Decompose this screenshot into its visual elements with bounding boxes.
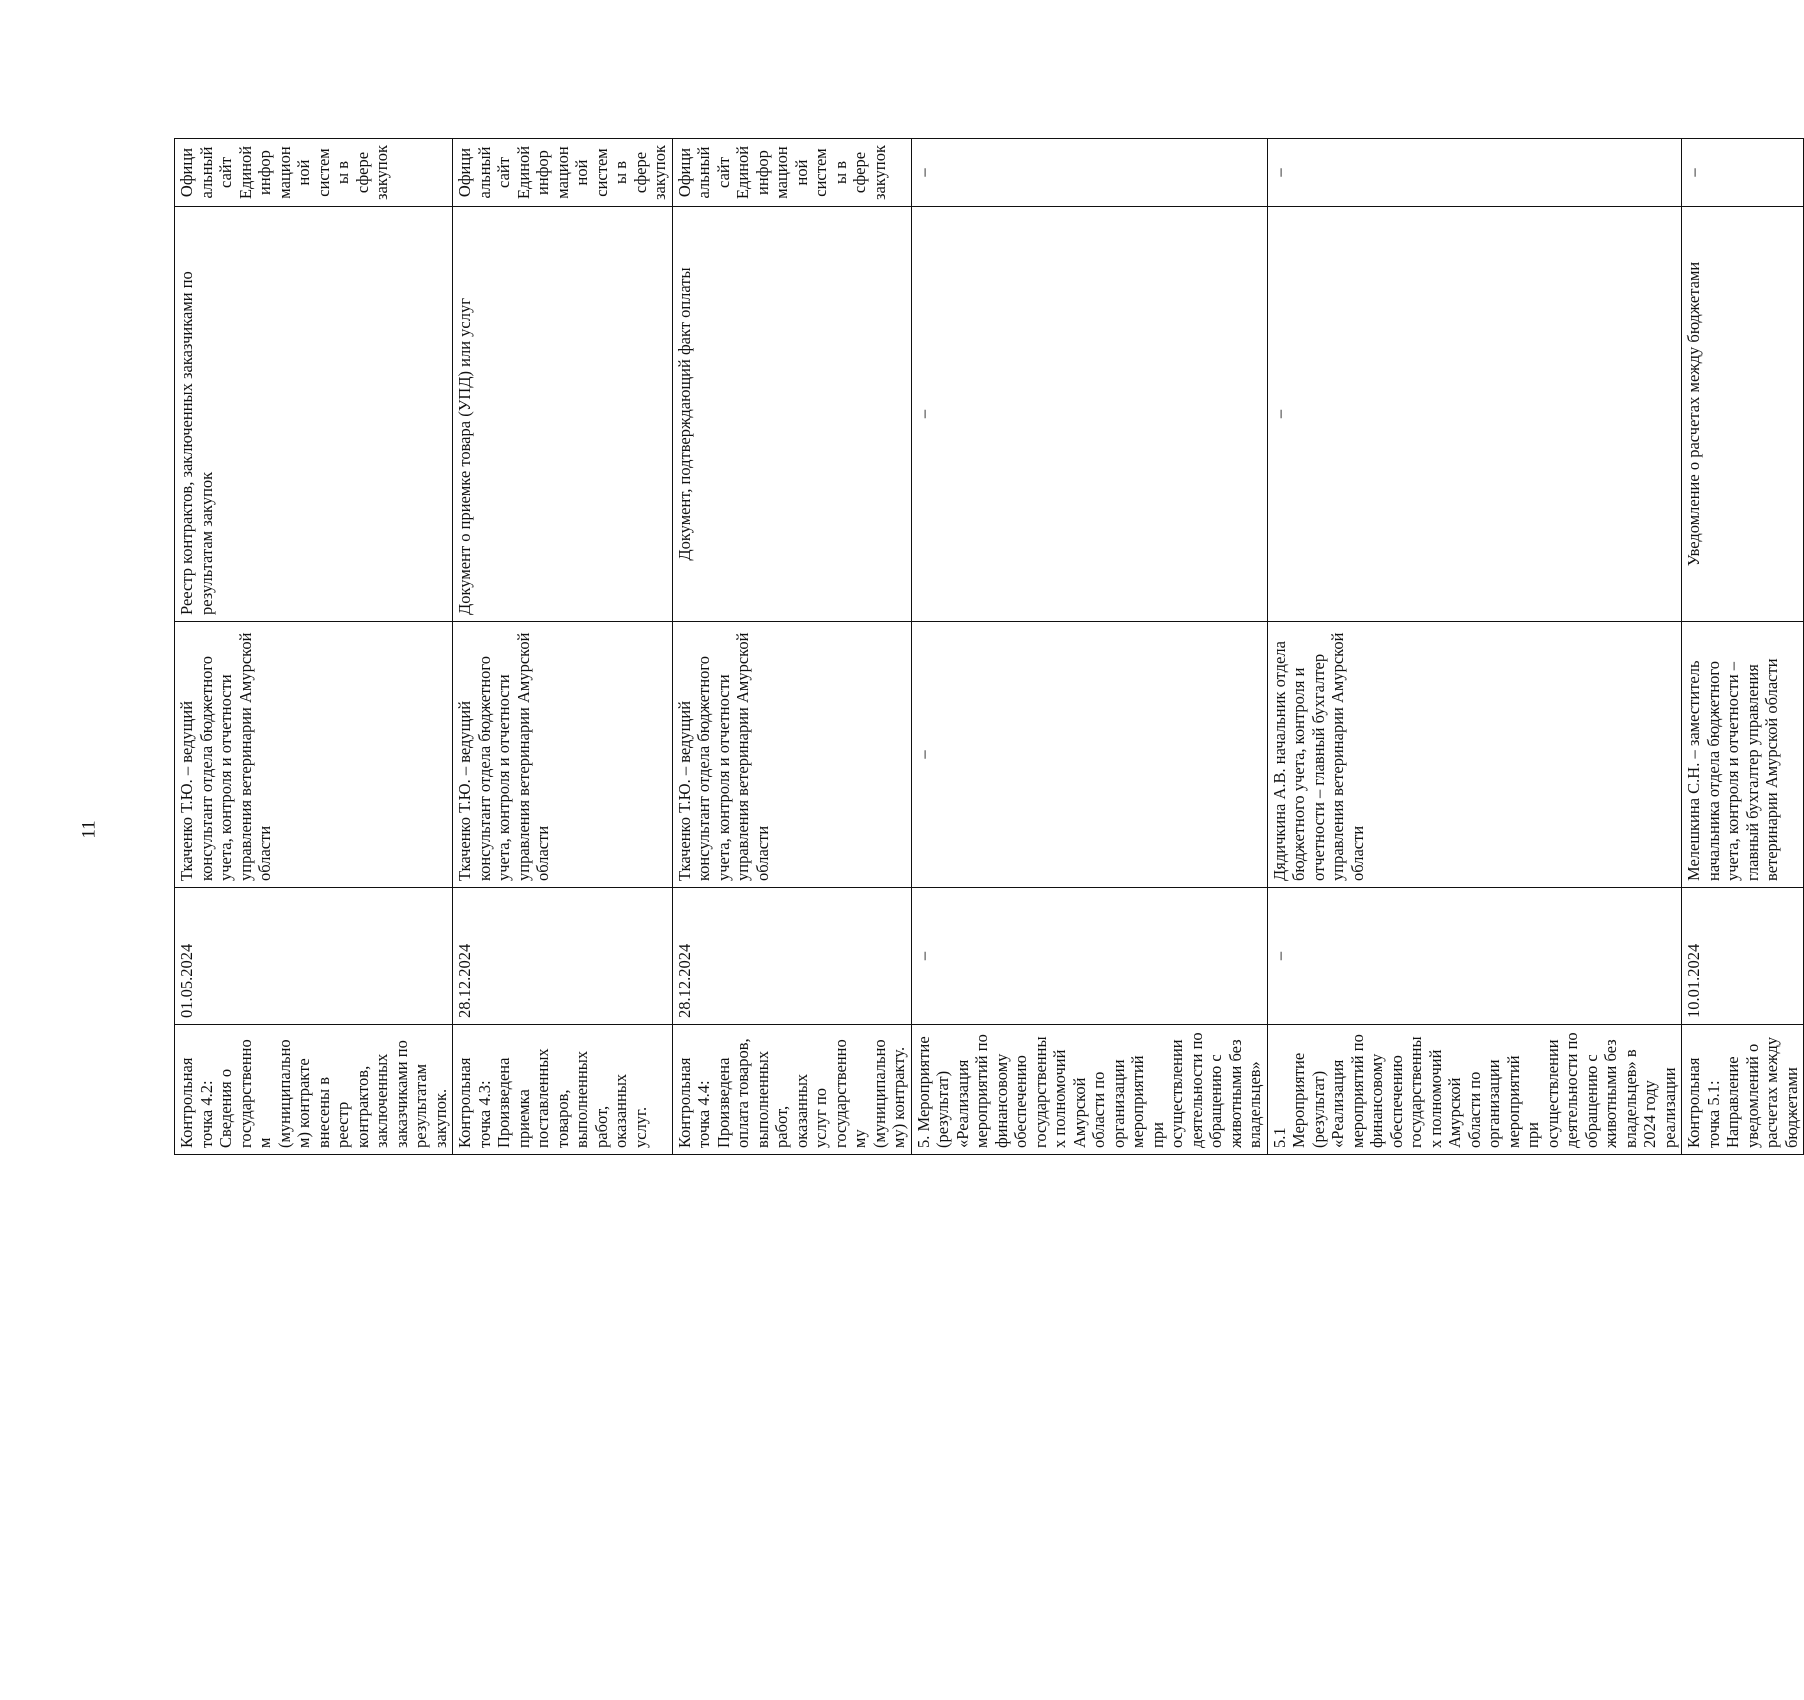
cell-document: – [911,207,1267,622]
cell-date: – [1267,888,1682,1025]
cell-event: Контрольная точка 4.3: Произведена приемка поставленных товаров, выполненных работ, оказанных услуг. [453,1025,673,1155]
cell-event: Контрольная точка 5.1: Направление уведомлений о расчетах между бюджетами [1682,1025,1804,1155]
cell-date: – [911,888,1267,1025]
cell-responsible: Ткаченко Т.Ю. – ведущий консультант отдела бюджетного учета, контроля и отчетности управления ветеринарии Амурской области [672,622,911,888]
cell-date: 28.12.2024 [672,888,911,1025]
cell-system: – [1267,139,1682,207]
cell-responsible: Ткаченко Т.Ю. – ведущий консультант отдела бюджетного учета, контроля и отчетности управления ветеринарии Амурской области [453,622,673,888]
cell-document: – [1267,207,1682,622]
plan-table [174,138,1804,1155]
table-row [911,139,1267,1155]
cell-event: Контрольная точка 4.4: Произведена оплата товаров, выполненных работ, оказанных услуг по государственному (муниципальному) контракту. [672,1025,911,1155]
cell-system: Официальный сайт Единой информационной системы в сфере закупок [672,139,911,207]
cell-date: 28.12.2024 [453,888,673,1025]
cell-document: Уведомление о расчетах между бюджетами [1682,207,1804,622]
cell-responsible: Мелешкина С.Н. – заместитель начальника отдела бюджетного учета, контроля и отчетности – главный бухгалтер управления ветеринарии Амурской области [1682,622,1804,888]
cell-system: Официальный сайт Единой информационной системы в сфере закупок [453,139,673,207]
cell-system: Официальный сайт Единой информационной системы в сфере закупок [175,139,453,207]
cell-responsible: Ткаченко Т.Ю. – ведущий консультант отдела бюджетного учета, контроля и отчетности управления ветеринарии Амурской области [175,622,453,888]
table-row [1267,139,1682,1155]
cell-responsible: – [911,622,1267,888]
table-row [453,139,673,1155]
cell-system: – [1682,139,1804,207]
cell-responsible: Дядичкина А.В. начальник отдела бюджетного учета, контроля и отчетности – главный бухгалтер управления ветеринарии Амурской области [1267,622,1682,888]
cell-document: Документ, подтверждающий факт оплаты [672,207,911,622]
cell-system: – [911,139,1267,207]
table-row [672,139,911,1155]
table-row [1682,139,1804,1155]
rotated-table-container [174,139,1801,1155]
page-number: 11 [78,820,100,839]
table-row [175,139,453,1155]
cell-date: 10.01.2024 [1682,888,1804,1025]
cell-date: 01.05.2024 [175,888,453,1025]
cell-document: Документ о приемке товара (УПД) или услуг [453,207,673,622]
cell-document: Реестр контрактов, заключенных заказчиками по результатам закупок [175,207,453,622]
cell-event: Контрольная точка 4.2: Сведения о государственном (муниципальном) контракте внесены в реестр контрактов, заключенных заказчиками по результатам закупок. [175,1025,453,1155]
cell-event: 5.1 Мероприятие (результат) «Реализация мероприятий по финансовому обеспечению государственных полномочий Амурской области по организации мероприятий при осуществлении деятельности по обращению с животными без владельцев» в 2024 году реализации [1267,1025,1682,1155]
cell-event: 5. Мероприятие (результат) «Реализация мероприятий по финансовому обеспечению государственных полномочий Амурской области по организации мероприятий при осуществлении деятельности по обращению с животными без владельцев» [911,1025,1267,1155]
